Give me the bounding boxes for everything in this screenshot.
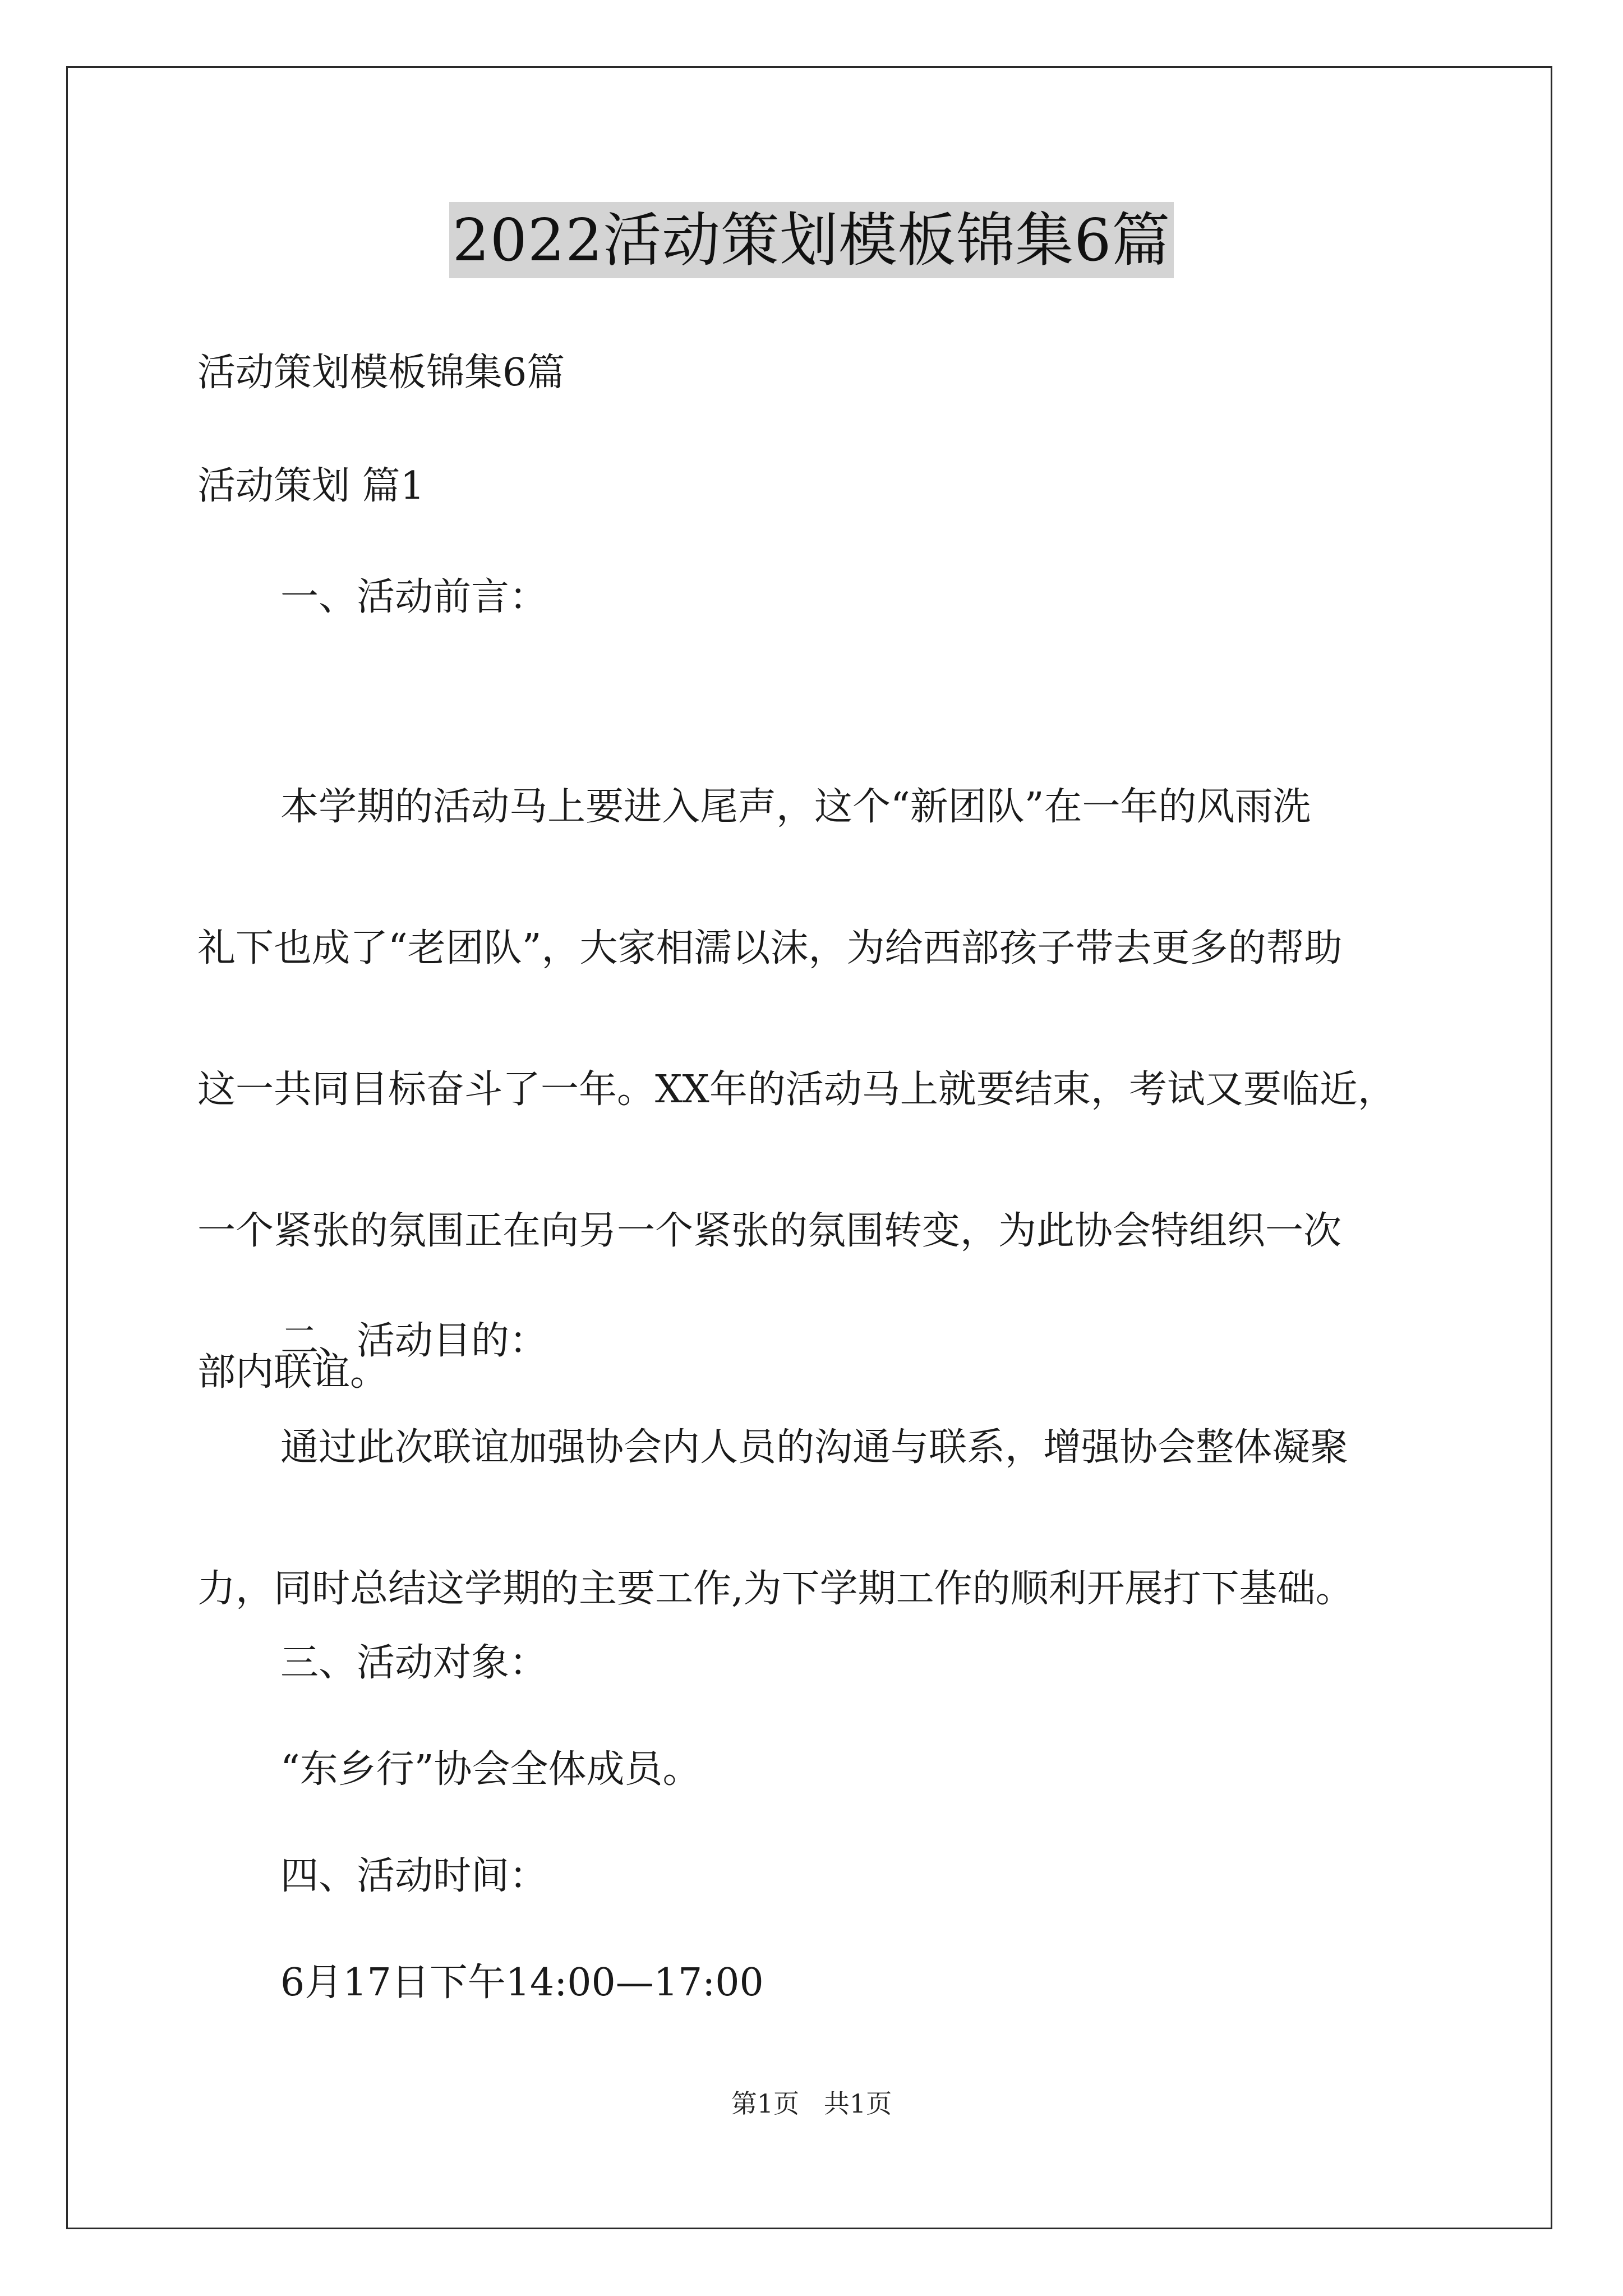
section-heading: 活动策划 篇1 bbox=[197, 464, 425, 508]
paragraph-preface bbox=[197, 782, 1487, 1398]
paragraph-purpose bbox=[197, 1423, 1487, 1614]
page-footer: 第1页 共1页 bbox=[731, 2088, 892, 2119]
paragraph-line: 本学期的活动马上要进入尾声，这个“新团队”在一年的风雨洗 bbox=[280, 785, 1311, 829]
paragraph-audience: “东乡行”协会全体成员。 bbox=[280, 1747, 701, 1792]
document-title: 2022活动策划模板锦集6篇 bbox=[449, 202, 1174, 278]
heading-preface: 一、活动前言： bbox=[280, 575, 548, 619]
paragraph-time: 6月17日下午14:00—17:00 bbox=[280, 1961, 764, 2005]
paragraph-line: 通过此次联谊加强协会内人员的沟通与联系，增强协会整体凝聚 bbox=[280, 1425, 1349, 1470]
heading-purpose: 二、活动目的： bbox=[280, 1319, 548, 1363]
paragraph-line: 这一共同目标奋斗了一年。XX年的活动马上就要结束，考试又要临近， bbox=[197, 1068, 1396, 1112]
paragraph-line: 礼下也成了“老团队”，大家相濡以沫，为给西部孩子带去更多的帮助 bbox=[197, 926, 1343, 970]
paragraph-line: 力，同时总结这学期的主要工作,为下学期工作的顺利开展打下基础。 bbox=[197, 1567, 1354, 1611]
heading-audience: 三、活动对象： bbox=[280, 1641, 548, 1685]
document-subtitle: 活动策划模板锦集6篇 bbox=[197, 351, 565, 395]
paragraph-line: 一个紧张的氛围正在向另一个紧张的氛围转变，为此协会特组织一次 bbox=[197, 1209, 1342, 1253]
paragraph-line: 部内联谊。 bbox=[197, 1350, 389, 1395]
document-title-wrap bbox=[0, 202, 1623, 278]
heading-time: 四、活动时间： bbox=[280, 1854, 548, 1898]
